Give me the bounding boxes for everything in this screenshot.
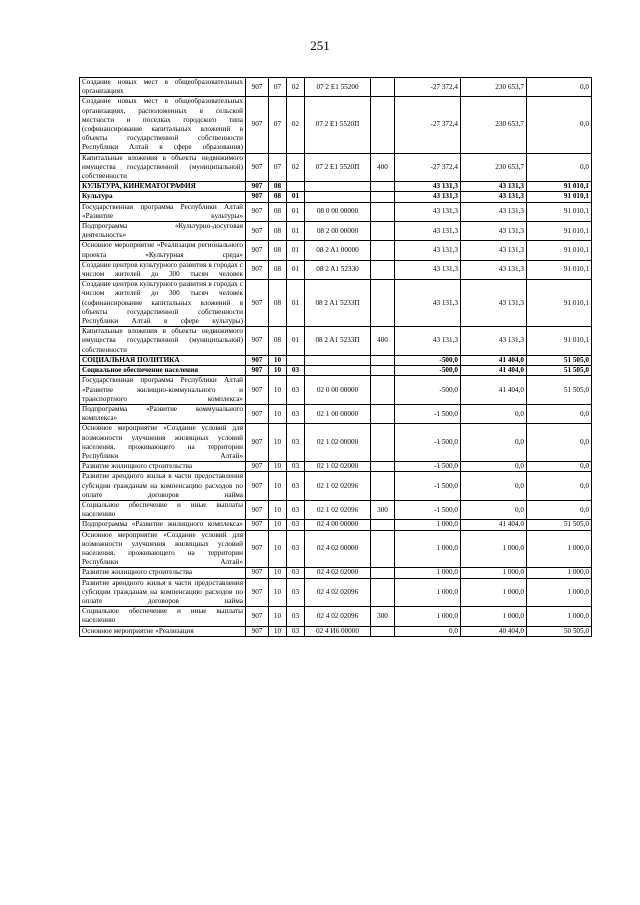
subsection-code: 01 [287, 260, 305, 279]
subsection-code [287, 182, 305, 192]
amount-year-3: 1 000,0 [527, 530, 592, 568]
amount-year-2: 43 131,3 [461, 260, 527, 279]
target-article-code: 02 4 02 02096 [305, 578, 371, 607]
budget-item-name: Государственная программа Республики Алтай «Развитие жилищно-коммунального и транспортного комплекса» [80, 376, 246, 405]
amount-year-3: 51 505,0 [527, 520, 592, 530]
expense-type-code [371, 424, 395, 462]
target-article-code [305, 355, 371, 365]
budget-item-name: Подпрограмма «Развитие коммунального комплекса» [80, 404, 246, 423]
amount-year-2: 230 653,7 [461, 153, 527, 182]
budget-item-name: Развитие арендного жилья в части предоставления субсидии гражданам на компенсацию расходов по оплате договоров найма [80, 472, 246, 501]
grbs-code: 907 [246, 568, 269, 578]
subsection-code: 01 [287, 280, 305, 327]
section-code: 10 [269, 520, 287, 530]
budget-item-name: Государственная программа Республики Алтай «Развитие культуры» [80, 202, 246, 221]
table-row [80, 153, 592, 182]
grbs-code: 907 [246, 578, 269, 607]
amount-year-1: 1 000,0 [395, 568, 461, 578]
subsection-code: 02 [287, 97, 305, 153]
section-code: 10 [269, 626, 287, 636]
amount-year-3: 0,0 [527, 153, 592, 182]
section-code: 07 [269, 97, 287, 153]
target-article-code [305, 192, 371, 202]
table-row [80, 424, 592, 462]
amount-year-3: 91 010,1 [527, 182, 592, 192]
section-code: 08 [269, 202, 287, 221]
target-article-code: 07 2 E1 55200 [305, 78, 371, 97]
amount-year-2: 0,0 [461, 462, 527, 472]
grbs-code: 907 [246, 280, 269, 327]
table-row [80, 366, 592, 376]
amount-year-3: 91 010,1 [527, 241, 592, 260]
grbs-code: 907 [246, 530, 269, 568]
subsection-code: 02 [287, 153, 305, 182]
table-row [80, 568, 592, 578]
section-code: 10 [269, 607, 287, 626]
budget-item-name: Социальное обеспечение и иные выплаты населению [80, 500, 246, 519]
amount-year-3: 0,0 [527, 472, 592, 501]
target-article-code: 08 2 A1 5233П [305, 327, 371, 356]
table-row [80, 626, 592, 636]
target-article-code: 08 2 A1 52330 [305, 260, 371, 279]
target-article-code: 02 4 00 00000 [305, 520, 371, 530]
grbs-code: 907 [246, 520, 269, 530]
subsection-code: 03 [287, 366, 305, 376]
amount-year-3: 1 000,0 [527, 568, 592, 578]
grbs-code: 907 [246, 355, 269, 365]
target-article-code: 02 1 02 02000 [305, 462, 371, 472]
table-row [80, 355, 592, 365]
section-code: 08 [269, 280, 287, 327]
subsection-code: 01 [287, 241, 305, 260]
section-code: 08 [269, 241, 287, 260]
section-code: 08 [269, 327, 287, 356]
table-row [80, 202, 592, 221]
table-row [80, 500, 592, 519]
budget-item-name: Подпрограмма «Развитие жилищного комплекса» [80, 520, 246, 530]
amount-year-2: 43 131,3 [461, 202, 527, 221]
subsection-code: 03 [287, 472, 305, 501]
section-code: 08 [269, 192, 287, 202]
amount-year-1: -1 500,0 [395, 500, 461, 519]
table-row [80, 241, 592, 260]
grbs-code: 907 [246, 222, 269, 241]
subsection-code: 01 [287, 202, 305, 221]
target-article-code [305, 366, 371, 376]
budget-item-name: Основное мероприятие «Создание условий для возможности улучшения жилищных условий населения, проживающего на территории Республики Алтай» [80, 530, 246, 568]
budget-item-name: Культура [80, 192, 246, 202]
budget-item-name: Создание центров культурного развития в городах с числом жителей до 300 тысяч человек [80, 260, 246, 279]
target-article-code: 02 1 02 02096 [305, 472, 371, 501]
target-article-code: 02 1 02 02096 [305, 500, 371, 519]
grbs-code: 907 [246, 424, 269, 462]
table-row [80, 404, 592, 423]
table-row [80, 280, 592, 327]
budget-item-name: Создание новых мест в общеобразовательных организациях, расположенных в сельской местности и поселках городского типа (софинансирование капитальных вложений в объекты государственной собственности Республики Алтай в сфере образования) [80, 97, 246, 153]
amount-year-2: 43 131,3 [461, 222, 527, 241]
amount-year-3: 91 010,1 [527, 327, 592, 356]
grbs-code: 907 [246, 626, 269, 636]
amount-year-3: 51 505,0 [527, 355, 592, 365]
amount-year-1: 43 131,3 [395, 280, 461, 327]
table-row [80, 97, 592, 153]
table-row [80, 182, 592, 192]
amount-year-2: 1 000,0 [461, 607, 527, 626]
amount-year-1: 43 131,3 [395, 182, 461, 192]
amount-year-2: 230 653,7 [461, 97, 527, 153]
amount-year-3: 0,0 [527, 404, 592, 423]
expense-type-code: 300 [371, 607, 395, 626]
amount-year-3: 1 000,0 [527, 578, 592, 607]
amount-year-2: 43 131,3 [461, 182, 527, 192]
subsection-code: 03 [287, 607, 305, 626]
amount-year-3: 91 010,1 [527, 280, 592, 327]
budget-item-name: Социальное обеспечение и иные выплаты населению [80, 607, 246, 626]
grbs-code: 907 [246, 462, 269, 472]
amount-year-1: -500,0 [395, 355, 461, 365]
budget-item-name: СОЦИАЛЬНАЯ ПОЛИТИКА [80, 355, 246, 365]
budget-item-name: Капитальные вложения в объекты недвижимого имущества государственной (муниципальной) собственности [80, 153, 246, 182]
expense-type-code [371, 462, 395, 472]
expense-type-code: 300 [371, 500, 395, 519]
section-code: 10 [269, 500, 287, 519]
table-row [80, 462, 592, 472]
grbs-code: 907 [246, 376, 269, 405]
subsection-code: 01 [287, 327, 305, 356]
section-code: 10 [269, 424, 287, 462]
subsection-code: 03 [287, 626, 305, 636]
section-code: 07 [269, 78, 287, 97]
expense-type-code [371, 376, 395, 405]
grbs-code: 907 [246, 500, 269, 519]
target-article-code: 08 2 A1 00000 [305, 241, 371, 260]
grbs-code: 907 [246, 366, 269, 376]
table-row [80, 607, 592, 626]
section-code: 07 [269, 153, 287, 182]
amount-year-1: 1 000,0 [395, 578, 461, 607]
amount-year-2: 1 000,0 [461, 568, 527, 578]
expense-type-code: 400 [371, 153, 395, 182]
subsection-code: 01 [287, 192, 305, 202]
amount-year-1: 43 131,3 [395, 222, 461, 241]
budget-item-name: Социальное обеспечение населения [80, 366, 246, 376]
amount-year-2: 0,0 [461, 472, 527, 501]
grbs-code: 907 [246, 607, 269, 626]
section-code: 10 [269, 530, 287, 568]
expense-type-code [371, 530, 395, 568]
expense-type-code [371, 520, 395, 530]
expense-type-code [371, 202, 395, 221]
subsection-code: 03 [287, 520, 305, 530]
table-row [80, 192, 592, 202]
amount-year-3: 51 505,0 [527, 366, 592, 376]
subsection-code: 01 [287, 222, 305, 241]
amount-year-1: -27 372,4 [395, 153, 461, 182]
grbs-code: 907 [246, 241, 269, 260]
target-article-code: 08 2 A1 5233П [305, 280, 371, 327]
amount-year-2: 41 404,0 [461, 366, 527, 376]
target-article-code: 02 4 02 02096 [305, 607, 371, 626]
budget-item-name: Капитальные вложения в объекты недвижимого имущества государственной (муниципальной) собственности [80, 327, 246, 356]
amount-year-3: 0,0 [527, 500, 592, 519]
section-code: 10 [269, 366, 287, 376]
amount-year-2: 41 404,0 [461, 355, 527, 365]
amount-year-1: 43 131,3 [395, 260, 461, 279]
subsection-code: 03 [287, 500, 305, 519]
amount-year-1: 43 131,3 [395, 241, 461, 260]
expense-type-code: 400 [371, 327, 395, 356]
grbs-code: 907 [246, 202, 269, 221]
table-row [80, 472, 592, 501]
expense-type-code [371, 97, 395, 153]
expense-type-code [371, 222, 395, 241]
amount-year-2: 0,0 [461, 424, 527, 462]
amount-year-1: -1 500,0 [395, 472, 461, 501]
amount-year-1: 1 000,0 [395, 607, 461, 626]
amount-year-3: 0,0 [527, 462, 592, 472]
grbs-code: 907 [246, 327, 269, 356]
budget-item-name: Развитие жилищного строительства [80, 568, 246, 578]
subsection-code: 03 [287, 376, 305, 405]
grbs-code: 907 [246, 97, 269, 153]
amount-year-2: 43 131,3 [461, 192, 527, 202]
amount-year-1: -27 372,4 [395, 97, 461, 153]
amount-year-2: 43 131,3 [461, 327, 527, 356]
table-row [80, 578, 592, 607]
amount-year-2: 0,0 [461, 404, 527, 423]
amount-year-1: 43 131,3 [395, 327, 461, 356]
target-article-code: 02 1 02 00000 [305, 424, 371, 462]
target-article-code: 08 0 00 00000 [305, 202, 371, 221]
budget-item-name: Создание новых мест в общеобразовательных организациях [80, 78, 246, 97]
budget-table [79, 77, 592, 637]
budget-item-name: КУЛЬТУРА, КИНЕМАТОГРАФИЯ [80, 182, 246, 192]
grbs-code: 907 [246, 192, 269, 202]
expense-type-code [371, 568, 395, 578]
amount-year-1: -500,0 [395, 376, 461, 405]
section-code: 10 [269, 578, 287, 607]
section-code: 10 [269, 355, 287, 365]
section-code: 08 [269, 260, 287, 279]
budget-item-name: Создание центров культурного развития в городах с числом жителей до 300 тысяч человек (софинансирование капитальных вложений в объекты государственной собственности Республики Алтай в сфере культуры) [80, 280, 246, 327]
section-code: 08 [269, 182, 287, 192]
table-row [80, 520, 592, 530]
grbs-code: 907 [246, 153, 269, 182]
budget-item-name: Развитие арендного жилья в части предоставления субсидии гражданам на компенсацию расходов по оплате договоров найма [80, 578, 246, 607]
amount-year-2: 41 404,0 [461, 520, 527, 530]
section-code: 08 [269, 222, 287, 241]
amount-year-2: 43 131,3 [461, 241, 527, 260]
expense-type-code [371, 626, 395, 636]
section-code: 10 [269, 376, 287, 405]
target-article-code: 07 2 E1 5520П [305, 97, 371, 153]
subsection-code [287, 355, 305, 365]
table-row [80, 78, 592, 97]
table-row [80, 260, 592, 279]
budget-item-name: Основное мероприятие «Создание условий для возможности улучшения жилищных условий населения, проживающего на территории Республики Алтай» [80, 424, 246, 462]
amount-year-2: 41 404,0 [461, 376, 527, 405]
target-article-code: 02 1 00 00000 [305, 404, 371, 423]
amount-year-2: 230 653,7 [461, 78, 527, 97]
subsection-code: 03 [287, 424, 305, 462]
amount-year-2: 1 000,0 [461, 578, 527, 607]
target-article-code: 02 4 02 00000 [305, 530, 371, 568]
amount-year-1: 0,0 [395, 626, 461, 636]
subsection-code: 03 [287, 462, 305, 472]
subsection-code: 03 [287, 568, 305, 578]
target-article-code: 02 4 02 02000 [305, 568, 371, 578]
amount-year-1: 43 131,3 [395, 202, 461, 221]
grbs-code: 907 [246, 472, 269, 501]
target-article-code [305, 182, 371, 192]
amount-year-3: 91 010,1 [527, 202, 592, 221]
amount-year-2: 0,0 [461, 500, 527, 519]
amount-year-1: -1 500,0 [395, 462, 461, 472]
amount-year-3: 0,0 [527, 97, 592, 153]
page-number: 251 [310, 38, 330, 53]
subsection-code: 03 [287, 404, 305, 423]
budget-item-name: Подпрограмма «Культурно-досуговая деятельность» [80, 222, 246, 241]
expense-type-code [371, 280, 395, 327]
amount-year-3: 51 505,0 [527, 376, 592, 405]
amount-year-3: 0,0 [527, 424, 592, 462]
amount-year-3: 0,0 [527, 78, 592, 97]
expense-type-code [371, 192, 395, 202]
target-article-code: 02 0 00 00000 [305, 376, 371, 405]
target-article-code: 02 4 И6 00000 [305, 626, 371, 636]
amount-year-1: 43 131,3 [395, 192, 461, 202]
subsection-code: 02 [287, 78, 305, 97]
amount-year-1: 1 000,0 [395, 520, 461, 530]
amount-year-2: 40 404,0 [461, 626, 527, 636]
expense-type-code [371, 355, 395, 365]
budget-item-name: Основное мероприятие «Реализация [80, 626, 246, 636]
table-row [80, 327, 592, 356]
expense-type-code [371, 366, 395, 376]
table-row [80, 376, 592, 405]
budget-item-name: Основное мероприятие «Реализация регионального проекта «Культурная среда» [80, 241, 246, 260]
grbs-code: 907 [246, 78, 269, 97]
subsection-code: 03 [287, 578, 305, 607]
expense-type-code [371, 260, 395, 279]
expense-type-code [371, 78, 395, 97]
expense-type-code [371, 241, 395, 260]
section-code: 10 [269, 404, 287, 423]
amount-year-2: 43 131,3 [461, 280, 527, 327]
expense-type-code [371, 182, 395, 192]
subsection-code: 03 [287, 530, 305, 568]
grbs-code: 907 [246, 260, 269, 279]
amount-year-1: -500,0 [395, 366, 461, 376]
grbs-code: 907 [246, 404, 269, 423]
budget-item-name: Развитие жилищного строительства [80, 462, 246, 472]
section-code: 10 [269, 472, 287, 501]
amount-year-3: 91 010,1 [527, 260, 592, 279]
amount-year-1: -1 500,0 [395, 424, 461, 462]
amount-year-1: 1 000,0 [395, 530, 461, 568]
amount-year-3: 1 000,0 [527, 607, 592, 626]
amount-year-2: 1 000,0 [461, 530, 527, 568]
table-row [80, 530, 592, 568]
amount-year-1: -27 372,4 [395, 78, 461, 97]
target-article-code: 08 2 00 00000 [305, 222, 371, 241]
section-code: 10 [269, 462, 287, 472]
table-row [80, 222, 592, 241]
expense-type-code [371, 404, 395, 423]
target-article-code: 07 2 E1 5520П [305, 153, 371, 182]
amount-year-3: 91 010,1 [527, 222, 592, 241]
amount-year-3: 50 505,0 [527, 626, 592, 636]
expense-type-code [371, 578, 395, 607]
expense-type-code [371, 472, 395, 501]
amount-year-3: 91 010,1 [527, 192, 592, 202]
grbs-code: 907 [246, 182, 269, 192]
amount-year-1: -1 500,0 [395, 404, 461, 423]
section-code: 10 [269, 568, 287, 578]
